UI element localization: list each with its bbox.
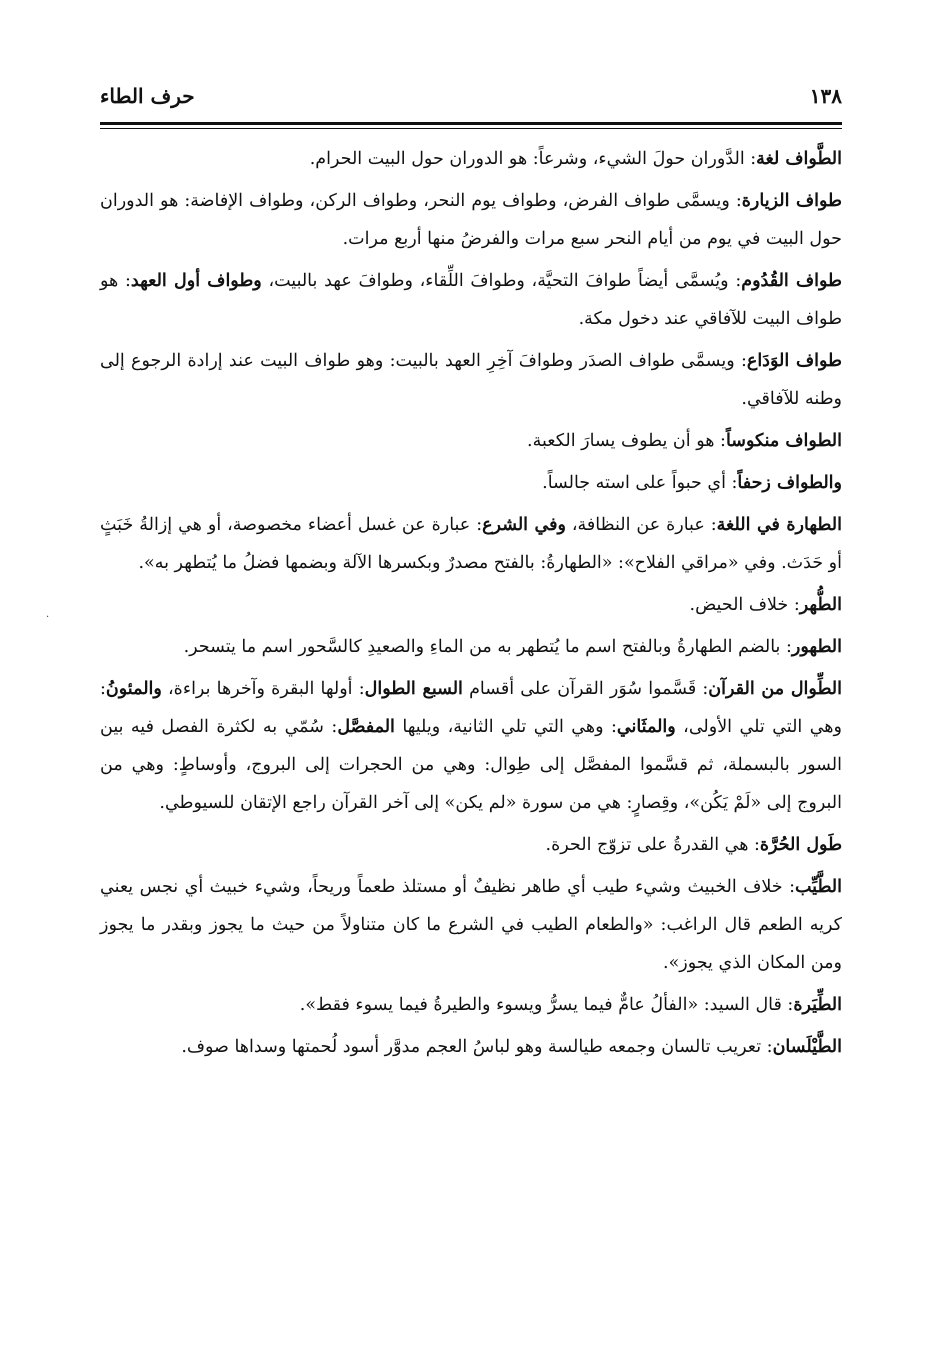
entry-tawaf-mankusan — [100, 422, 842, 460]
entry-definition: : ويسمَّى طواف الصدَر وطوافَ آخِرِ العهد بالبيت: وهو طواف البيت عند إرادة الرجوع إلى وطنه للآفاقي. — [100, 351, 842, 409]
entry-subterm: وطواف أول العهد — [130, 271, 262, 291]
chapter-title: حرف الطاء — [100, 84, 195, 108]
page-number: ١٣٨ — [809, 84, 842, 108]
entry-tayyib — [100, 868, 842, 982]
entry-definition: : قال السيد: «الفألُ عامٌّ فيما يسرُّ ويسوء والطيرةُ فيما يسوء فقط». — [299, 995, 794, 1015]
entry-subterm: والمئونُ — [105, 679, 162, 699]
scan-speck: · — [46, 612, 50, 623]
page-body — [100, 140, 842, 1070]
entry-definition: : تعريب تالسان وجمعه طيالسة وهو لباسُ العجم مدوَّر أسود لُحمتها وسداها صوف. — [181, 1037, 773, 1057]
entry-definition: : عبارة عن غسل أعضاء مخصوصة، أو هي إزالةُ خَبَثٍ أو حَدَث. وفي «مراقي الفلاح»: «الطهارةُ: بالفتح مصدرٌ وبكسرها الآلة وبضمها فضلُ ما يُتطهر به». — [100, 515, 842, 573]
entry-definition: : الدَّوران حولَ الشيء، وشرعاً: هو الدوران حول البيت الحرام. — [309, 149, 757, 169]
entry-definition: : قَسَّموا سُوَر القرآن على أقسام — [462, 679, 709, 699]
entry-definition: : سُمّي به لكثرة الفصل فيه بين السور بالبسملة، ثم قسَّموا المفصَّل إلى طِوال: وهي من الحجرات إلى البروج، وأوساطٍ: وهي من البروج إلى «لَمْ يَكُن»، وقِصارٍ: هي من سورة «لم يكن» إلى آخر القرآن راجع الإتقان للسيوطي. — [100, 717, 842, 813]
entry-term: الطَّيْلَسان — [772, 1037, 842, 1057]
page-header — [100, 78, 842, 114]
entry-definition: : أي حبواً على استه جالساً. — [542, 473, 738, 493]
entry-term: طَول الحُرَّة — [759, 835, 842, 855]
entry-definition: : خلاف الخبيث وشيء طيب أي طاهر نظيفٌ أو مستلذ طعماً وريحاً، وشيء خبيث أي نجس يعني كريه الطعم قال الراغب: «والطعام الطيب في الشرع ما كان متناولاً من حيث ما يجوز وبقدر ما يجوز ومن المكان الذي يجوز». — [100, 877, 842, 973]
entry-subterm: السبع الطوال — [364, 679, 463, 699]
entry-definition: : ويسمَّى طواف الفرض، وطواف يوم النحر، وطواف الركن، وطواف الإفاضة: هو الدوران حول البيت في يوم من أيام النحر سبع مرات والفرضُ منها أربع مرات. — [100, 191, 842, 249]
entry-tawaf-ziyara — [100, 182, 842, 258]
entry-definition: : ويُسمَّى أيضاً طوافَ التحيَّة، وطوافَ اللِّقاء، وطوافَ عهد بالبيت، — [261, 271, 742, 291]
entry-term: الطهارة في اللغة — [716, 515, 842, 535]
entry-taylasan — [100, 1028, 842, 1066]
entry-term: والطواف زحفاً — [737, 473, 842, 493]
entry-term: الطِّوال من القرآن — [708, 679, 842, 699]
entry-definition: : وهي التي تلي الأولى، — [100, 679, 842, 737]
entry-tiyara — [100, 986, 842, 1024]
entry-term: طواف القُدُوم — [741, 271, 842, 291]
entry-term: طواف الزيارة — [741, 191, 842, 211]
entry-definition: : هي القدرةُ على تزوّج الحرة. — [545, 835, 760, 855]
entry-tawaf-wada — [100, 342, 842, 418]
entry-definition: : هو طواف البيت للآفاقي عند دخول مكة. — [100, 271, 842, 329]
entry-definition: : عبارة عن النظافة، — [565, 515, 717, 535]
entry-tawaf-qudum — [100, 262, 842, 338]
entry-tawaf-lugha — [100, 140, 842, 178]
entry-tawl-hurra — [100, 826, 842, 864]
header-rule — [100, 122, 842, 129]
entry-tahur — [100, 628, 842, 666]
entry-term: الطِّيَرة — [793, 995, 842, 1015]
entry-term: طواف الوَدَاع — [746, 351, 842, 371]
entry-tiwal — [100, 670, 842, 822]
entry-tuhr — [100, 586, 842, 624]
entry-definition: : وهي التي تلي الثانية، ويليها — [394, 717, 617, 737]
entry-definition: : خلاف الحيض. — [689, 595, 800, 615]
entry-subterm: المفصَّل — [337, 717, 395, 737]
entry-tawaf-zahfan — [100, 464, 842, 502]
entry-tahara — [100, 506, 842, 582]
entry-term: الطَّواف لغة — [756, 149, 842, 169]
entry-definition: : بالضم الطهارةُ وبالفتح اسم ما يُتطهر به من الماءِ والصعيدِ كالسَّحور اسم ما يتسحر. — [183, 637, 792, 657]
entry-term: الطُّهر — [799, 595, 842, 615]
entry-subterm: وفي الشرع — [482, 515, 566, 535]
entry-subterm: والمثَاني — [616, 717, 676, 737]
entry-definition: : هو أن يطوف يسارَ الكعبة. — [527, 431, 726, 451]
entry-term: الطَّيِّب — [794, 877, 842, 897]
entry-term: الطهور — [791, 637, 842, 657]
entry-definition: : أولها البقرة وآخرها براءة، — [161, 679, 365, 699]
entry-term: الطواف منكوساً — [725, 431, 842, 451]
